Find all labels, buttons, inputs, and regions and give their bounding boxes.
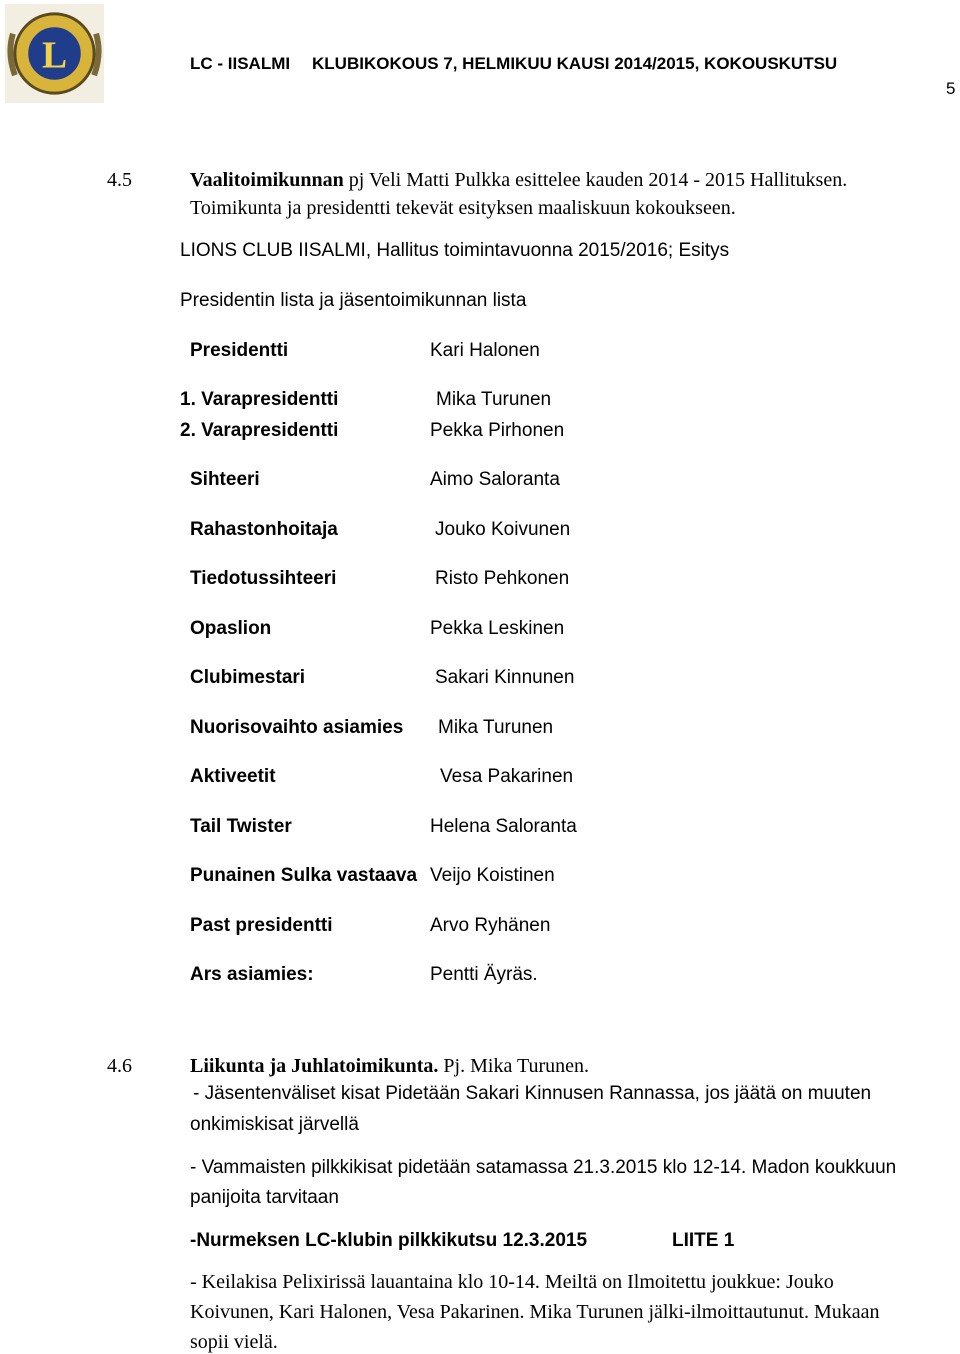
role-label: Aktiveetit [190,766,276,787]
role-holder-name: Pekka Leskinen [430,618,565,639]
header-club: LC - IISALMI [190,54,291,73]
item4-line3: sopii vielä. [190,1331,278,1353]
role-holder-name: Pentti Äyräs. [430,964,538,985]
role-holder-name: Mika Turunen [438,717,554,738]
item4-line1: - Keilakisa Pelixirissä lauantaina klo 10-14. Meiltä on Ilmoitettu joukkue: Jouko [190,1271,834,1293]
list-title: Presidentin lista ja jäsentoimikunnan lista [180,290,527,311]
role-holder-name: Risto Pehkonen [435,568,570,589]
role-label: Ars asiamies: [190,964,314,985]
section-4-6-heading: Liikunta ja Juhlatoimikunta. [190,1055,439,1077]
role-label: Presidentti [190,340,289,361]
item1-line1: - Jäsentenväliset kisat Pidetään Sakari Kinnusen Rannassa, jos jäätä on muuten [193,1083,872,1104]
item2-line1: - Vammaisten pilkkikisat pidetään satamassa 21.3.2015 klo 12-14. Madon koukkuun [190,1157,897,1178]
role-label: Rahastonhoitaja [190,519,338,540]
item3-attachment: LIITE 1 [672,1230,735,1251]
section-4-5-number: 4.5 [107,169,132,191]
section-4-5-line1 [190,169,847,192]
role-holder-name: Vesa Pakarinen [440,766,574,787]
item2-line2: panijoita tarvitaan [190,1187,339,1208]
role-holder-name: Arvo Ryhänen [430,915,551,936]
board-title: LIONS CLUB IISALMI, Hallitus toimintavuonna 2015/2016; Esitys [180,240,730,261]
section-4-6-heading-rest: Pj. Mika Turunen. [438,1055,590,1077]
role-holder-name: Aimo Saloranta [430,469,560,490]
lions-logo [4,4,105,103]
role-label: Sihteeri [190,469,260,490]
role-holder-name: Pekka Pirhonen [430,420,565,441]
role-label: Punainen Sulka vastaava [190,865,418,886]
section-4-6-heading-line [190,1055,589,1078]
section-4-5-heading: Vaalitoimikunnan [190,169,344,191]
item1-line2: onkimiskisat järvellä [190,1114,359,1135]
svg-text:L: L [41,34,68,77]
role-label: 2. Varapresidentti [180,420,339,441]
role-label: Nuorisovaihto asiamies [190,717,404,738]
role-holder-name: Jouko Koivunen [435,519,571,540]
page-number: 5 [946,79,956,98]
role-label: Tail Twister [190,816,292,837]
role-label: Tiedotussihteeri [190,568,337,589]
role-label: Past presidentti [190,915,333,936]
section-4-5-text1: pj Veli Matti Pulkka esittelee kauden 2014 - 2015 Hallituksen. [343,169,848,191]
role-holder-name: Kari Halonen [430,340,540,361]
role-label: 1. Varapresidentti [180,389,339,410]
item4-line2: Koivunen, Kari Halonen, Vesa Pakarinen. Mika Turunen jälki-ilmoittautunut. Mukaan [190,1301,880,1323]
role-holder-name: Sakari Kinnunen [435,667,575,688]
role-label: Clubimestari [190,667,306,688]
role-label: Opaslion [190,618,272,639]
role-holder-name: Veijo Koistinen [430,865,555,886]
section-4-6-number: 4.6 [107,1055,132,1077]
role-holder-name: Mika Turunen [436,389,552,410]
header-title: KLUBIKOKOUS 7, HELMIKUU KAUSI 2014/2015, KOKOUSKUTSU [312,54,838,73]
role-holder-name: Helena Saloranta [430,816,577,837]
item3-text: -Nurmeksen LC-klubin pilkkikutsu 12.3.2015 [190,1230,588,1251]
section-4-5-line2: Toimikunta ja presidentti tekevät esityksen maaliskuun kokoukseen. [190,197,736,219]
